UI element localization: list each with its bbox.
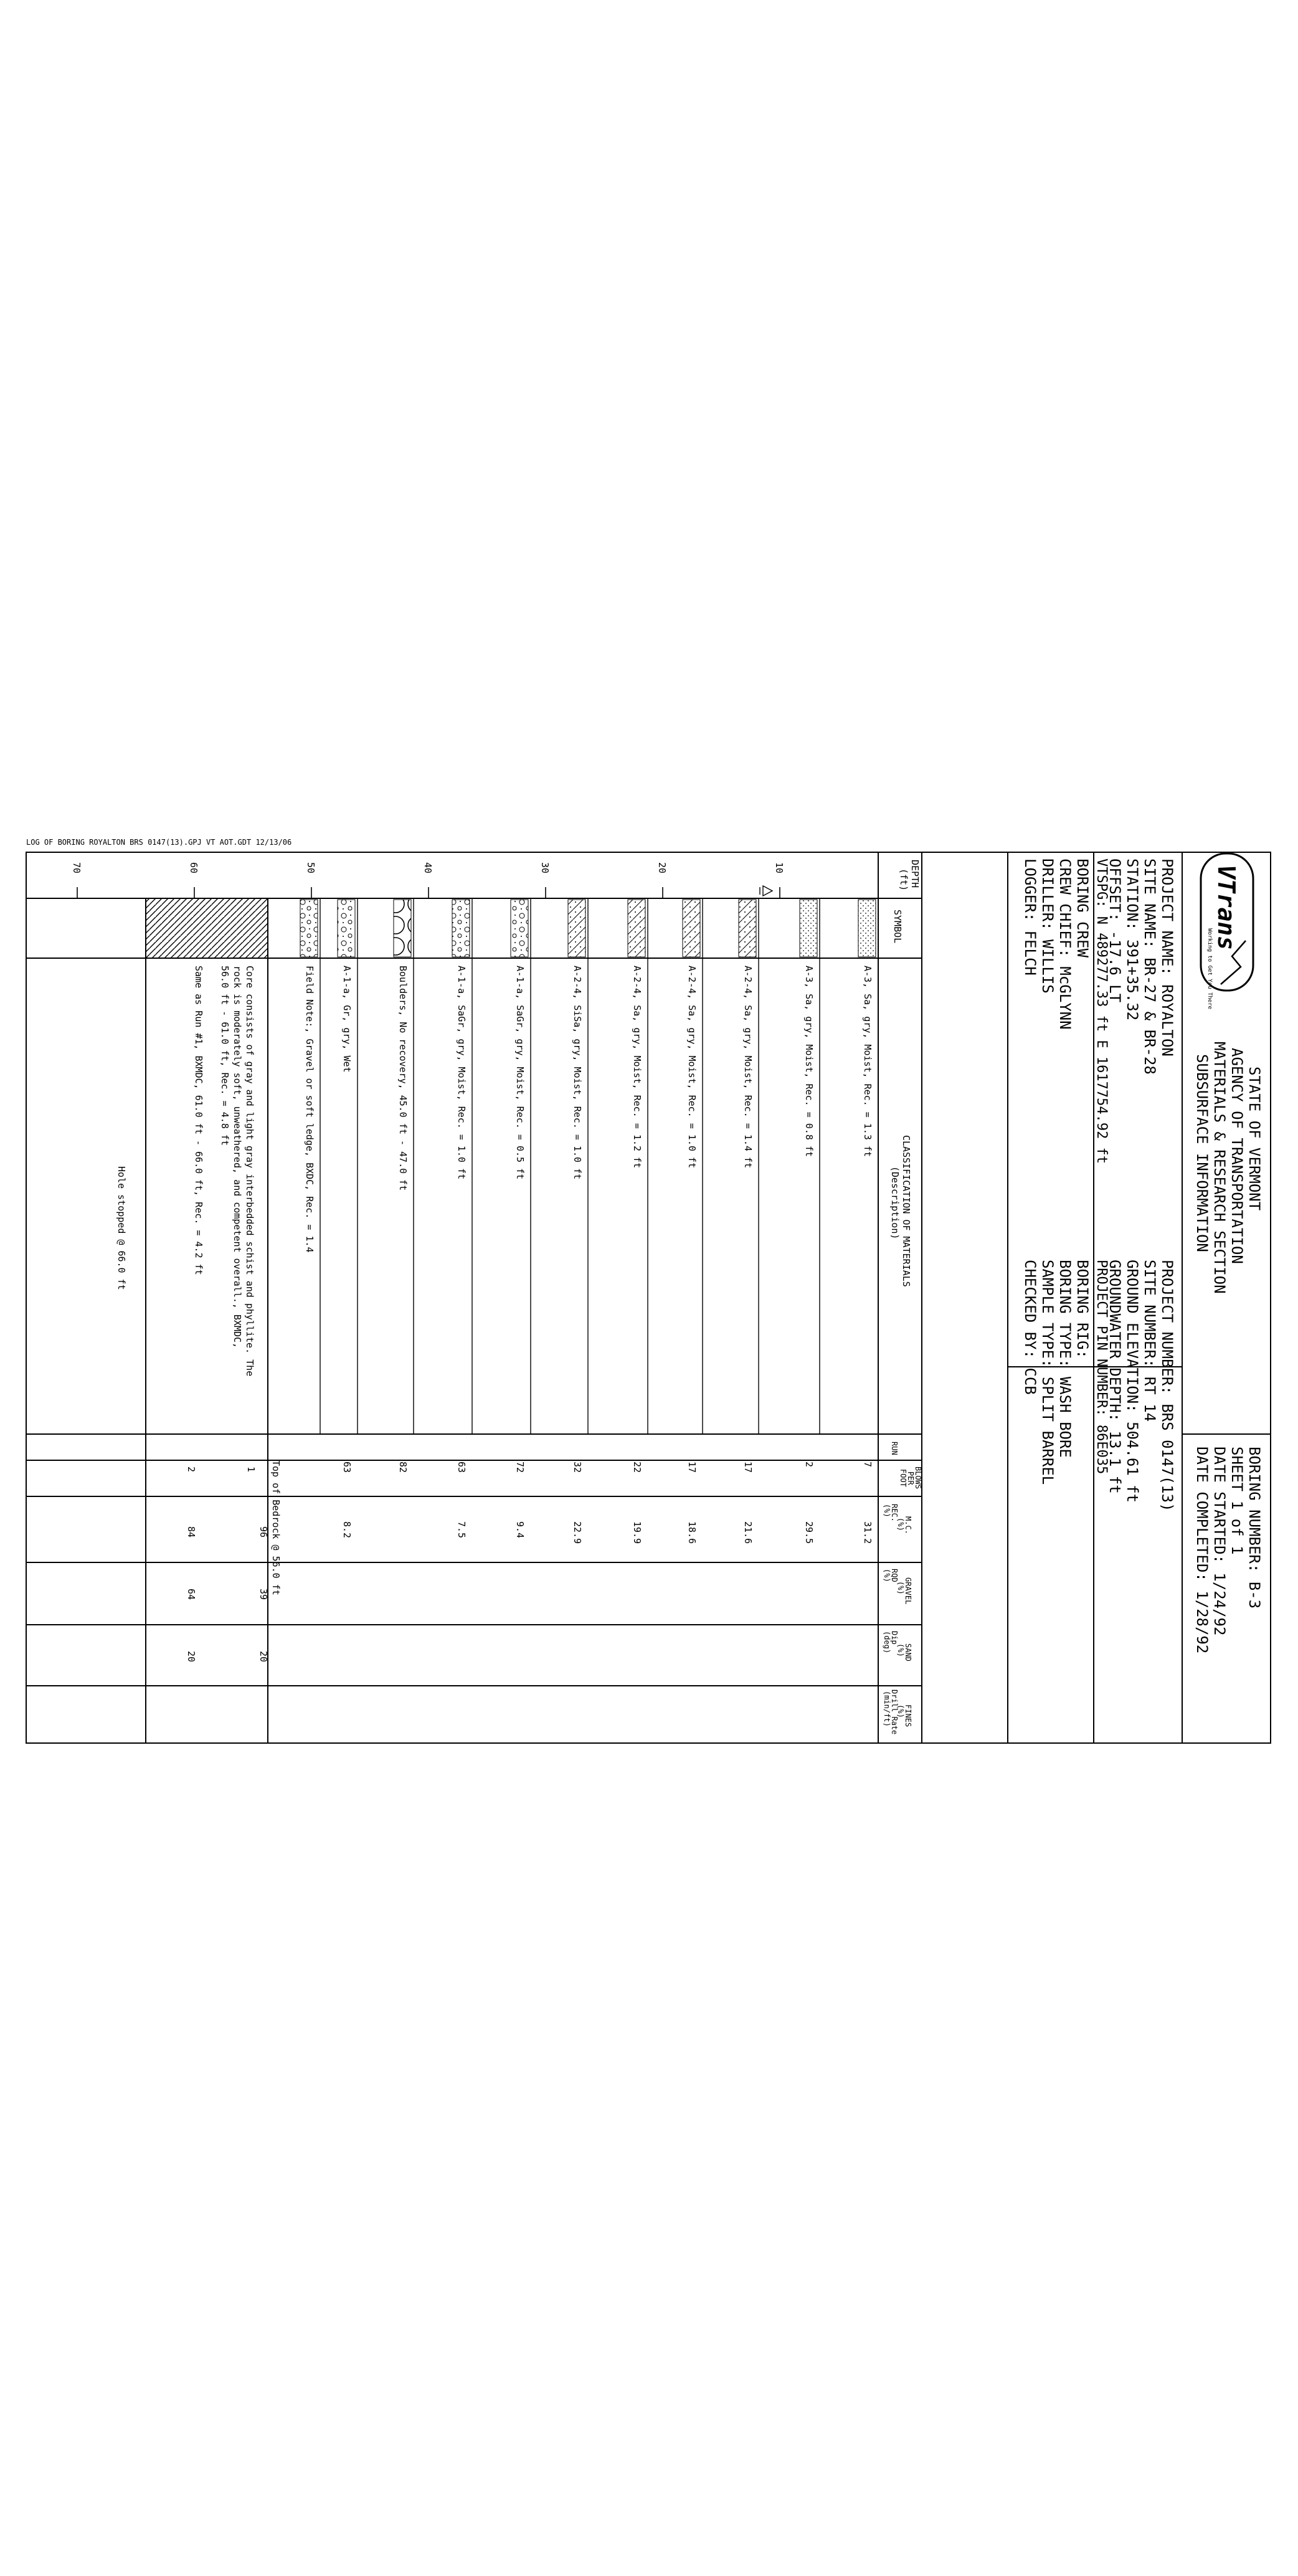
layer-moisture: 19.9 xyxy=(632,1521,643,1544)
depth-header: DEPTH xyxy=(909,860,921,888)
project-number: PROJECT NUMBER: BRS 0147(13) xyxy=(1158,1260,1176,1512)
depth-unit: (ft) xyxy=(898,868,909,891)
layer-blows: 17 xyxy=(742,1461,754,1473)
vtrans-logo xyxy=(1201,853,1253,1009)
blows-header: BLOWS xyxy=(914,1466,922,1490)
layer-moisture: 22.9 xyxy=(572,1521,583,1544)
logo-subtitle: Working to Get You There xyxy=(1206,928,1213,1010)
rock-desc-line2: rock is moderately soft, unweathered, and competent overall., BXMDC, xyxy=(232,966,243,1349)
boring-log-sheet xyxy=(25,830,1273,1747)
blows-per: PER xyxy=(906,1471,915,1485)
sand-symbol xyxy=(858,900,876,957)
layer-blows: 82 xyxy=(397,1461,409,1473)
rec-header: REC. xyxy=(890,1504,899,1522)
silty-sand-symbol xyxy=(683,900,700,957)
agency-line3: MATERIALS & RESEARCH SECTION xyxy=(1211,1042,1228,1294)
sample-type: SAMPLE TYPE: SPLIT BARREL xyxy=(1039,1260,1056,1485)
rock-desc-line1: Core consists of gray and light gray interbedded schist and phyllite. The xyxy=(244,966,255,1377)
run1-number: 1 xyxy=(245,1466,257,1473)
logo-text: VTrans xyxy=(1213,865,1240,951)
run2-number: 2 xyxy=(186,1466,197,1473)
station: STATION: 391+35.32 xyxy=(1124,858,1141,1021)
sheet-number: SHEET 1 of 1 xyxy=(1228,1447,1246,1555)
silty-sand-symbol xyxy=(568,900,585,957)
boulders-symbol xyxy=(394,900,411,957)
rock-symbol xyxy=(146,898,268,958)
silty-sand-symbol xyxy=(739,900,756,957)
layer-blows: 2 xyxy=(803,1461,815,1468)
layer-blows: 22 xyxy=(632,1461,643,1473)
layer-row xyxy=(759,898,817,1544)
file-caption: LOG OF BORING ROYALTON BRS 0147(13).GPJ VT AOT.GDT 12/13/06 xyxy=(26,838,292,847)
depth-axis xyxy=(71,862,785,898)
layer-rows xyxy=(268,898,876,1544)
layer-moisture: 31.2 xyxy=(862,1521,873,1544)
fines-unit: (%) xyxy=(896,1704,905,1718)
pin-number: PROJECT PIN NUMBER: 86E035 xyxy=(1094,1260,1109,1475)
depth-tick-label: 30 xyxy=(539,862,551,874)
depth-tick-label: 70 xyxy=(71,862,82,874)
run1-rec: 96 xyxy=(258,1526,269,1538)
layer-blows: 7 xyxy=(862,1461,873,1468)
sand-symbol xyxy=(800,900,817,957)
rock-section xyxy=(26,898,922,1743)
layer-row xyxy=(320,898,355,1538)
classification-header: CLASSIFICATION OF MATERIALS xyxy=(901,1135,912,1287)
groundwater-depth: GROUNDWATER DEPTH: 13.1 ft xyxy=(1106,1260,1124,1494)
boring-crew: BORING CREW xyxy=(1074,858,1091,958)
layer-description: A-2-4, SiSa, gry, Moist, Rec. = 1.0 ft xyxy=(572,966,583,1180)
boring-number: BORING NUMBER: B-3 xyxy=(1246,1447,1263,1609)
offset: OFFSET: -17.6 LT xyxy=(1106,858,1124,1003)
rec-unit: (%) xyxy=(883,1504,891,1518)
layer-row xyxy=(531,898,585,1544)
rock-run2: Same as Run #1, BXMDC, 61.0 ft - 66.0 ft, Rec. = 4.2 ft xyxy=(193,966,204,1275)
drill-rate-header: Drill Rate xyxy=(890,1690,899,1735)
layer-description: A-3, Sa, gry, Moist, Rec. = 1.3 ft xyxy=(862,966,873,1157)
hole-stopped: Hole stopped @ 66.0 ft xyxy=(116,1166,127,1290)
layer-blows: 63 xyxy=(456,1461,467,1473)
layer-blows: 32 xyxy=(572,1461,583,1473)
layer-moisture: 9.4 xyxy=(514,1521,526,1539)
layer-description: A-2-4, Sa, gry, Moist, Rec. = 1.4 ft xyxy=(742,966,754,1169)
depth-tick-label: 10 xyxy=(774,862,785,874)
run2-rec: 84 xyxy=(186,1526,197,1538)
mc-header: M.C. xyxy=(904,1516,912,1534)
gravel-symbol xyxy=(338,900,355,957)
classification-sub: (Description) xyxy=(889,1166,901,1240)
groundwater-marker-icon xyxy=(760,886,772,896)
project-name: PROJECT NAME: ROYALTON xyxy=(1158,858,1176,1057)
layer-description: A-1-a, SaGr, gry, Moist, Rec. = 0.5 ft xyxy=(514,966,526,1180)
vtspg: VTSPG: N 489277.33 ft E 1617754.92 ft xyxy=(1094,858,1109,1164)
layer-row xyxy=(358,898,411,1473)
project-info-right xyxy=(1094,1260,1176,1512)
project-info-left xyxy=(1094,858,1176,1164)
symbol-header: SYMBOL xyxy=(892,910,903,944)
site-name: SITE NAME: BR-27 & BR-28 xyxy=(1141,858,1158,1075)
layer-description: Field Note:, Gravel or soft ledge, BXDC, Rec. = 1.4 xyxy=(304,966,315,1253)
layer-blows: 63 xyxy=(341,1461,353,1473)
layer-description: A-2-4, Sa, gry, Moist, Rec. = 1.2 ft xyxy=(632,966,643,1169)
depth-tick-label: 50 xyxy=(305,862,316,874)
run2-dip: 20 xyxy=(186,1651,197,1663)
layer-moisture: 8.2 xyxy=(341,1521,353,1539)
layer-description: A-1-a, Gr, gry, Wet xyxy=(341,966,353,1073)
gravel-header: GRAVEL xyxy=(904,1577,912,1605)
logger: LOGGER: FELCH xyxy=(1021,858,1039,976)
top-of-bedrock: Top of Bedrock @ 56.0 ft xyxy=(270,1460,282,1595)
date-completed: DATE COMPLETED: 1/28/92 xyxy=(1193,1447,1211,1654)
layer-moisture: 29.5 xyxy=(803,1521,815,1544)
agency-line4: SUBSURFACE INFORMATION xyxy=(1193,1054,1211,1252)
layer-moisture: 7.5 xyxy=(456,1521,467,1539)
layer-description: A-3, Sa, gry, Moist, Rec. = 0.8 ft xyxy=(803,966,815,1157)
boring-type: BORING TYPE: WASH BORE xyxy=(1056,1260,1074,1458)
silty-sand-symbol xyxy=(628,900,645,957)
depth-tick-label: 60 xyxy=(188,862,199,874)
depth-tick-label: 20 xyxy=(656,862,668,874)
gravel-symbol xyxy=(452,900,470,957)
boring-info xyxy=(1193,1447,1263,1653)
site-number: SITE NUMBER: RT 14 xyxy=(1141,1260,1158,1422)
boring-rig: BORING RIG: xyxy=(1074,1260,1091,1359)
layer-row xyxy=(703,898,756,1544)
rqd-unit: (%) xyxy=(883,1569,891,1582)
ground-elevation: GROUND ELEVATION: 504.61 ft xyxy=(1124,1260,1141,1503)
rock-desc-line3: 56.0 ft - 61.0 ft, Rec. = 4.8 ft xyxy=(219,966,230,1146)
layer-row xyxy=(414,898,470,1538)
driller: DRILLER: WILLIS xyxy=(1039,858,1056,994)
run1-rqd: 39 xyxy=(258,1589,269,1600)
gravel-unit: (%) xyxy=(896,1581,905,1595)
layer-row xyxy=(268,898,318,1434)
checked-by: CHECKED BY: CCB xyxy=(1021,1260,1039,1395)
fines-header: FINES xyxy=(904,1704,912,1728)
layer-row xyxy=(588,898,645,1544)
depth-tick-label: 40 xyxy=(422,862,433,874)
run1-dip: 20 xyxy=(258,1651,269,1663)
sand-header: SAND xyxy=(904,1643,912,1661)
gravel-symbol xyxy=(511,900,528,957)
layer-moisture: 18.6 xyxy=(686,1521,698,1544)
agency-header xyxy=(1193,1042,1263,1294)
dip-unit: (deg) xyxy=(883,1631,891,1654)
run-header: RUN xyxy=(890,1442,899,1455)
gravel-symbol xyxy=(300,900,318,957)
dip-header: Dip xyxy=(890,1631,899,1645)
layer-row xyxy=(472,898,528,1538)
layer-blows: 72 xyxy=(514,1461,526,1473)
layer-row xyxy=(820,898,876,1544)
agency-line1: STATE OF VERMONT xyxy=(1246,1067,1263,1211)
layer-description: Boulders, No recovery, 45.0 ft - 47.0 ft xyxy=(397,966,409,1191)
crew-info-right xyxy=(1021,1260,1091,1485)
layer-row xyxy=(648,898,700,1544)
agency-line2: AGENCY OF TRANSPORTATION xyxy=(1228,1048,1246,1264)
crew-chief: CREW CHIEF: McGLYNN xyxy=(1056,858,1074,1030)
layer-blows: 17 xyxy=(686,1461,698,1473)
date-started: DATE STARTED: 1/24/92 xyxy=(1211,1447,1228,1636)
drill-rate-unit: (min/ft) xyxy=(883,1691,891,1727)
rqd-header: RQD xyxy=(890,1569,899,1582)
run2-rqd: 64 xyxy=(186,1589,197,1600)
layer-moisture: 21.6 xyxy=(742,1521,754,1544)
sand-unit: (%) xyxy=(896,1643,905,1657)
layer-description: A-2-4, Sa, gry, Moist, Rec. = 1.0 ft xyxy=(686,966,698,1169)
crew-info-left xyxy=(1021,858,1091,1030)
blows-foot: FOOT xyxy=(899,1469,907,1487)
layer-description: A-1-a, SaGr, gry, Moist, Rec. = 1.0 ft xyxy=(456,966,467,1180)
mc-unit: (%) xyxy=(896,1518,905,1531)
